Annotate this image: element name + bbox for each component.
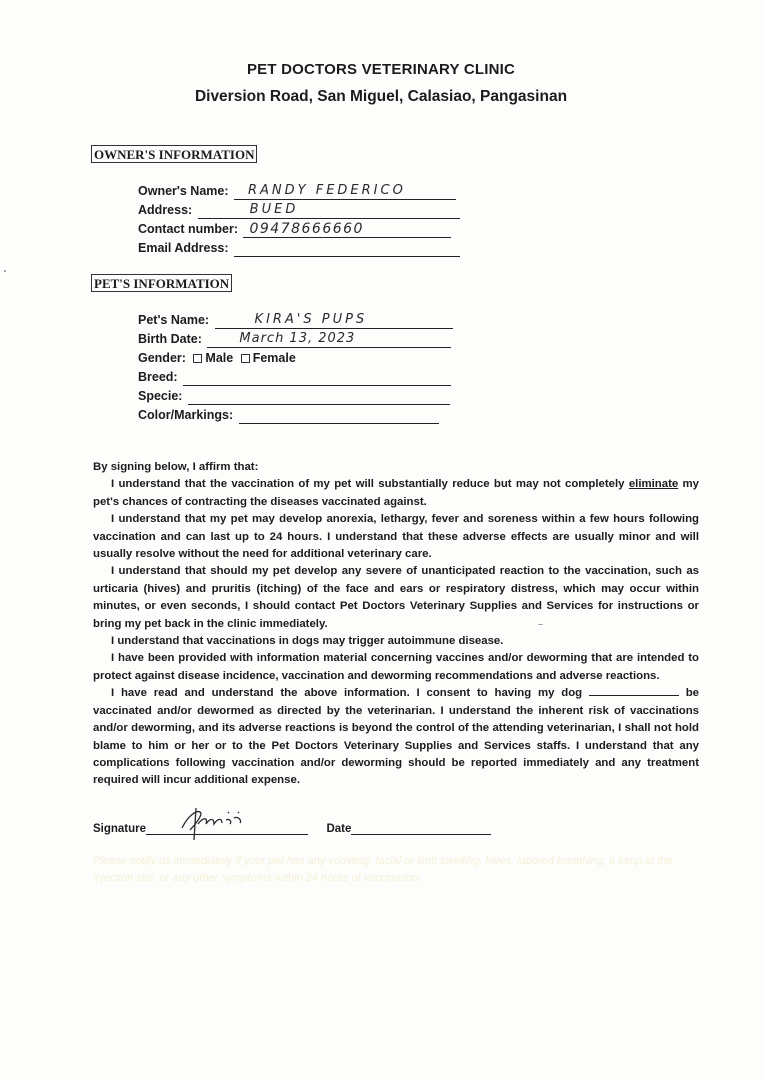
male-option-label: Male xyxy=(205,351,234,365)
p6-text-b: be vaccinated and/or dewormed as directed by the veterinarian. I understand the inherent risk of vaccinations and/or deworming, and its adverse reactions is beyond the control of the attending veterinarian, I shall not hold blame to him or her or to the Pet Doctors Veterinary Supplies and Services staffs. I understand that any complications following vaccination and/or deworming should be reported immediately and any treatment required will incur additional expense. xyxy=(93,687,699,787)
specie-line[interactable] xyxy=(188,388,450,405)
affirmation-paragraph-4: I understand that vaccinations in dogs may trigger autoimmune disease. xyxy=(111,635,504,648)
date-line[interactable] xyxy=(351,820,491,835)
address-line[interactable] xyxy=(198,202,460,219)
owner-name-field[interactable] xyxy=(138,182,456,200)
pet-name-value: KIRA'S PUPS xyxy=(254,312,368,327)
faded-notice-text: Please notify us immediately if your pet has any vomiting, facial or limb swelling, hives, labored breathing, a lump at the injection site, or any other symptoms within 24 hours of vaccination. xyxy=(93,855,673,884)
birth-date-label: Birth Date: xyxy=(138,332,202,346)
affirmation-paragraph-2: I understand that my pet may develop anorexia, lethargy, fever and soreness within a few hours following vaccination and can last up to 24 hours. I understand that these adverse effects are usually minor and will usually resolve without the need for additional veterinary care. xyxy=(93,513,699,561)
breed-label: Breed: xyxy=(138,370,178,384)
clinic-address: Diversion Road, San Miguel, Calasiao, Pangasinan xyxy=(194,88,568,105)
dog-name-blank[interactable] xyxy=(589,685,679,696)
signature-line[interactable] xyxy=(146,820,308,835)
contact-number-value: 09478666660 xyxy=(249,221,364,237)
email-address-line[interactable] xyxy=(234,240,460,257)
owner-name-line[interactable] xyxy=(234,183,456,200)
birth-date-field[interactable] xyxy=(138,330,451,348)
affirmation-paragraph-6 xyxy=(93,685,699,789)
female-checkbox[interactable] xyxy=(241,354,250,363)
pet-name-line[interactable] xyxy=(215,312,453,329)
p1-text-b: my pet's chances of contracting the diseases vaccinated against. xyxy=(93,478,699,508)
email-address-label: Email Address: xyxy=(138,241,229,255)
scan-speck xyxy=(538,624,543,625)
signature-row xyxy=(93,820,491,835)
owner-name-label: Owner's Name: xyxy=(138,184,229,198)
scan-speck xyxy=(4,270,6,272)
color-markings-label: Color/Markings: xyxy=(138,408,234,422)
female-option-label: Female xyxy=(252,351,296,365)
address-value: BUED xyxy=(249,202,299,217)
color-markings-field[interactable] xyxy=(138,406,439,424)
birth-date-value: March 13, 2023 xyxy=(239,331,356,346)
owner-section-title: OWNER'S INFORMATION xyxy=(91,145,257,163)
date-label: Date xyxy=(326,823,352,835)
contact-number-field[interactable] xyxy=(138,220,451,238)
breed-field[interactable] xyxy=(138,368,451,386)
affirmation-paragraph-5: I have been provided with information material concerning vaccines and/or deworming that are intended to protect against disease incidence, vaccination and deworming recommendations and adverse reactions. xyxy=(93,652,699,682)
affirmation-intro: By signing below, I affirm that: xyxy=(93,461,259,473)
signature-label: Signature xyxy=(93,823,147,835)
p1-underlined: eliminate xyxy=(628,478,679,491)
male-checkbox[interactable] xyxy=(193,354,202,363)
birth-date-line[interactable] xyxy=(207,331,451,348)
clinic-name: PET DOCTORS VETERINARY CLINIC xyxy=(246,61,516,78)
gender-label: Gender: xyxy=(138,351,186,365)
affirmation-text xyxy=(93,459,699,790)
p6-text-a: I have read and understand the above information. I consent to having my dog xyxy=(111,687,589,700)
pet-section-title: PET'S INFORMATION xyxy=(91,274,232,292)
affirmation-paragraph-3: I understand that should my pet develop any severe of unanticipated reaction to the vaccination, such as urticaria (hives) and pruritis (itching) of the face and ears or respiratory distress, which may occur within minutes, or even seconds, I should contact Pet Doctors Veterinary Supplies and Services for instructions or bring my pet back in the clinic immediately. xyxy=(93,565,699,630)
address-label: Address: xyxy=(138,203,193,217)
owner-name-value: RANDY FEDERICO xyxy=(248,183,406,198)
color-markings-line[interactable] xyxy=(239,407,439,424)
contact-number-line[interactable] xyxy=(243,221,451,238)
signature-scribble xyxy=(176,806,266,840)
gender-field xyxy=(138,349,296,367)
affirmation-paragraph-1 xyxy=(93,476,699,511)
address-field[interactable] xyxy=(138,201,460,219)
contact-number-label: Contact number: xyxy=(138,222,238,236)
email-address-field[interactable] xyxy=(138,239,460,257)
pet-name-label: Pet's Name: xyxy=(138,313,210,327)
p1-text-a: I understand that the vaccination of my pet will substantially reduce but may not completely xyxy=(111,478,629,491)
pet-name-field[interactable] xyxy=(138,311,453,329)
breed-line[interactable] xyxy=(183,369,451,386)
specie-label: Specie: xyxy=(138,389,183,403)
specie-field[interactable] xyxy=(138,387,450,405)
